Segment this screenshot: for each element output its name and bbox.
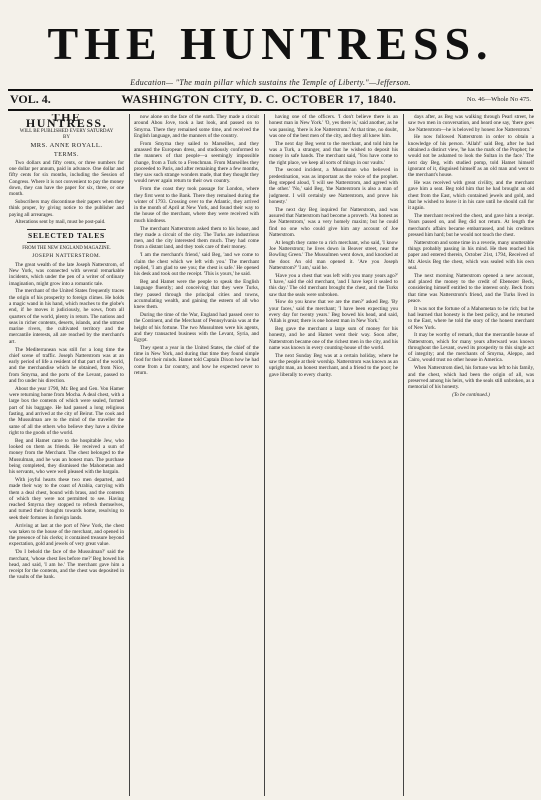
article-source: FROM THE NEW ENGLAND MAGAZINE. xyxy=(22,246,111,252)
article-paragraph: It was not the fortune of a Mahometan to be rich; but he had learned that honesty is the best policy, and he returned to the East, where he told the story of the honest merchant of New York. xyxy=(408,305,534,331)
article-paragraph: The next morning Natterstrom opened a new account, and placed the money to the credit of Ebenezer Beck, considering himself entitled to the interest only. Beck from that time was Natterstrom's friend, and the Turks lived in peace. xyxy=(408,272,534,304)
article-paragraph: Arriving at last at the port of New York, the chest was taken to the house of the merchant, and opened in the presence of his clerks; it contained treasure beyond expectation, gold and jewels of very great value. xyxy=(9,522,124,548)
place-date: WASHINGTON CITY, D. C. OCTOBER 17, 1840. xyxy=(121,91,397,106)
article-paragraph: 'I am the merchant's friend,' said Beg, 'and we come to claim the chest which we left with you.' The merchant replied, 'I am glad to see you; the chest is safe.' He opened his desk and took out the receipt. 'This is yours,' he said. xyxy=(134,252,259,278)
column-2 xyxy=(134,114,259,794)
article-title: JOSEPH NATTERSTROM. xyxy=(32,253,101,260)
masthead-rule-bottom xyxy=(8,109,533,111)
article-paragraph: During the time of the War, England had passed over to the Continent, and the Merchant of Pennsylvania was at the height of his fortune. The two Mussulmen were his agents, and they transacted business with the Levant, Syria, and Egypt. xyxy=(134,311,259,344)
article-paragraph: From the coast they took passage for London, where they first went to the Bank. There they remained during the winter of 1793. Crossing over to the Atlantic, they arrived in the month of April at New York, and found their way to the house of the merchant, where they were received with much kindness. xyxy=(134,186,259,224)
dateline xyxy=(10,91,531,107)
article-paragraph: The next Sunday Beg was at a certain holiday, where he saw the people at their worship. Natterstrom was known as an upright man, an honest merchant, and a friend to the poor; he gave liberally to every charity. xyxy=(269,352,398,378)
article-paragraph: The next day Beg went to the merchant, and told him he was a Turk, a stranger, and that he wished to deposit his money in safe hands. The merchant said, 'You have come to the right place, we keep all sorts of things in our vaults.' xyxy=(269,140,398,166)
article-paragraph: From Smyrna they sailed to Marseilles, and they amassed the European dress, and studiously conformed to the manners of that people—a seemingly impossible change, from a Turk to a Frenchman. From Marseilles they proceeded to Paris, and after remaining there a few months, they saw such strange wonders made, that they thought they would never again return to their own country. xyxy=(134,140,259,185)
article-paragraph: Beg and Hamet came to the hospitable Jew, who looked on them as friends. He received a sum of money from the Merchant. The chest belonged to the Mussulman, and he was an honest man. The purchase being completed, they dismissed the Mahometan and his servants, who were well pleased with the bargain. xyxy=(9,437,124,476)
article-paragraph: The second incident, a Mussulman who believed in predestination, was as important as the voice of the prophet. Beg stepped aloud, 'I will see Natterstrom, and agreed with the other.' 'No,' said Beg, 'the Natterstrom is also a man of judgment. I will certainly see Natterstrom, and prove his honesty.' xyxy=(269,167,398,205)
article-paragraph: Beg and Hamet were the people to speak the English language fluently; and conceiving that they were Turks, they passed through the principal cities and towns, accumulating wealth, and gaining the esteem of all who knew them. xyxy=(134,278,259,311)
column-divider xyxy=(129,114,130,796)
article-paragraph: The merchant of the United States frequently traces the origin of his prosperity to foreign climes. He holds a magic wand in his hand, which reaches to the globe's end, if he moves it judiciously, he sows, from all quarters of the world, plenty in return. The nations and seas in richer contents, deserts, islands, and the utmost marine rivers, the cultivated territory and the mercantile interests, all are reached by the merchant's art. xyxy=(9,288,124,345)
article-paragraph: With joyful hearts these two men departed, and made their way to the coast of Arabia, carrying with them a deal chest, bound with brass, and the contents of which they were not permitted to see. Having reached Smyrna they stopped to refresh themselves, and turned their thoughts towards home, resolving to seek their fortunes in foreign lands. xyxy=(9,476,124,521)
section-divider xyxy=(27,242,106,243)
article-paragraph: The merchant Natterstrom asked them to his house, and they made a circuit of the city. The Turks are industrious men, and the city interested them much. They had come from a distant land, and they took care of their money. xyxy=(134,225,259,251)
section-heading: SELECTED TALES xyxy=(28,230,105,240)
column-divider xyxy=(264,114,265,796)
article-paragraph: They spent a year in the United States, the chief of the time in New York, and during that time they found simple food for their minds. Hamet told Captain Dixon how he had come from a far country, and how he expected never to return. xyxy=(134,344,259,377)
article-paragraph: The next day Beg inquired for Natterstrom, and was assured that Natterstrom had become a proverb. 'An honest as Joe Natterstrom,' was a very homely maxim; but he could find no one who could give him any account of Joe Natterstrom. xyxy=(269,206,398,238)
article-paragraph: He now followed Natterstrom in order to obtain a knowledge of his person. 'Allah!' said Beg, after he had obtained a distinct view, 'he has the mark of the Prophet; he would not be ashamed to look the Sultan in the face.' The next day Beg, with studied pomp, told Hamet himself ignorant of it, disguised himself as an old man and went to the merchant's house. xyxy=(408,134,534,179)
column-divider xyxy=(403,114,404,796)
article-paragraph: It may be worthy of remark, that the mercantile house of Natterstrom, which for many years afterward was known throughout the Levant, owed its prosperity to this single act of integrity; and the merchants of Smyrna, Aleppo, and Cairo, would trust no other house in America. xyxy=(408,332,534,364)
column-4 xyxy=(408,114,534,794)
masthead-title: THE HUNTRESS. xyxy=(47,18,494,69)
article-paragraph: At length they came to a rich merchant, who said, 'I know Joe Natterstrom; he lives down in Beaver street, near the Bowling Green.' The Mussulmen went down, and knocked at the door. An old man opened it. 'Are you Joseph Natterstrom?' 'I am,' said he. xyxy=(269,239,398,271)
article-paragraph: 'How do you know that we are the men?' asked Beg. 'By your faces,' said the merchant; 'I have been expecting you every day for twenty years.' Beg bowed his head, and said, 'Allah is great; there is one honest man in New York.' xyxy=(269,299,398,325)
terms-heading: TERMS. xyxy=(53,152,80,159)
article-paragraph: 'Do I behold the face of the Mussulman?' said the merchant, 'whose chest lies before me?' Beg bowed his head, and said, 'I am he.' The merchant gave him a receipt for the contents, and the chest was deposited in the vaults of the bank. xyxy=(9,549,124,581)
issue-number: No. 46—Whole No 475. xyxy=(466,95,531,103)
article-paragraph: having one of the officers. 'I don't believe there is an honest man in New York.' 'O, yes there is,' said another, as he was passing, 'there is Joe Natterstrom.' At that time, no doubt, was one of the best men of the city, and they all knew him. xyxy=(269,114,398,139)
article-paragraph: The Mediterranean was still for a long time the chief scene of traffic. Joseph Natterstrom was at an early period of life a resident of that part of the world, and the merchandise which he obtained, from Nice, from Smyrna, and the ports of the Levant, passed to and fro under his direction. xyxy=(9,346,124,384)
article-paragraph: 'Have you a chest that was left with you many years ago?' 'I have,' said the old merchant, 'and I have kept it sealed to this day.' The old merchant brought the chest, and the Turks saw that the seals were unbroken. xyxy=(269,272,398,298)
publisher-editor: MRS. ANNE ROYALL. xyxy=(30,142,103,150)
article-paragraph: About the year 1790, Mr. Beg and Gen. Von Hamer were returning home from Mocha. A deal chest, with a large box the contents of which were sealed, formed part of his baggage. He had passed a long religious fasting, and arrived at the city of Beirut. The cook and the Mussulman are to the mind of the traveller the same of all the others who believe they have a divine right to the goods of the world. xyxy=(9,385,124,436)
publisher-box xyxy=(9,114,124,226)
article-paragraph: Natterstrom and some time in a reverie, many unutterable things probably passing in his mind. He then reached his paper and entered therein, October 21st, 1794, Received of Mr. Alexis Beg the chest, which was sealed with his own seal. xyxy=(408,239,534,271)
article-paragraph: He was received with great civility, and the merchant gave him a seat. Beg told him that he had brought an old chest from the East, which contained jewels and gold, and that he wished to leave it in his care until he should call for it again. xyxy=(408,179,534,212)
article-paragraph: days after, as Beg was walking through Pearl street, he saw two men in conversation, and heard one say, 'there goes Joe Natterstrom—he is beloved by honest Joe Natterstrom.' xyxy=(408,114,534,133)
column-3 xyxy=(269,114,398,794)
terms-paragraph: Subscribers may discontinue their papers when they think proper, by giving notice to the publisher and paying all arrearages. xyxy=(9,199,124,218)
column-1 xyxy=(9,114,124,794)
section-divider xyxy=(27,229,106,230)
article-paragraph: Beg gave the merchant a large sum of money for his honesty, and he and Hamet went their way. Soon after, Natterstrom became one of the richest men in the city, and his name was known in every counting-house of the world. xyxy=(269,326,398,351)
masthead-motto: Education— "The main pillar which sustains the Temple of Liberty."—Jefferson. xyxy=(130,78,411,87)
terms-paragraph: Alterations sent by mail, must be post-paid. xyxy=(15,219,106,226)
article-paragraph: now alone on the face of the earth. They made a circuit around Abou Jove, took a last look, and passed on to Smyrna. There they remained some time, and received the English language, and the manners of the country. xyxy=(134,114,259,139)
article-paragraph: When Natterstrom died, his fortune was left to his family, and the chest, which had been the origin of all, was preserved among his heirs, with the seals still unbroken, as a memorial of his honesty. xyxy=(408,365,534,391)
article-paragraph: The merchant received the chest, and gave him a receipt. Years passed on, and Beg did not return. At length the merchant's affairs became embarrassed, and his creditors pressed him hard; but he would not touch the chest. xyxy=(408,212,534,238)
publisher-by: BY xyxy=(63,134,70,140)
volume-label: VOL. 4. xyxy=(10,91,51,106)
article-paragraph: The great wealth of the late Joseph Natterstrom, of New York, was connected with several remarkable incidents, which under the pen of a writer of ordinary imagination, might grow into a romantic tale. xyxy=(9,261,124,287)
publisher-title: THE HUNTRESS. xyxy=(25,114,108,131)
terms-paragraph: Two dollars and fifty cents, or three numbers for one dollar per annum, paid in advance. One dollar and fifty cents for six months, including the Session of Congress. Where it is not convenient to pay the money down, they can have the paper for six, three, or one month. xyxy=(9,159,124,198)
publisher-schedule: WILL BE PUBLISHED EVERY SATURDAY xyxy=(19,128,114,134)
continued-note: (To be continued.) xyxy=(452,392,490,399)
